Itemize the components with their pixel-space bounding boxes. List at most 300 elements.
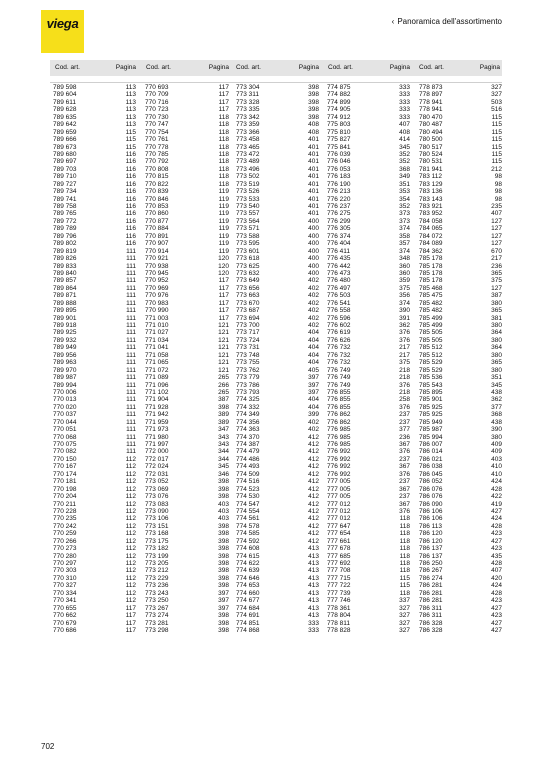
article-code: 785 482 xyxy=(419,299,443,307)
page-ref: 404 xyxy=(308,396,319,404)
page-ref: 374 xyxy=(399,247,410,255)
page-ref: 118 xyxy=(218,113,229,121)
article-code: 770 778 xyxy=(145,143,169,151)
page-ref: 117 xyxy=(218,292,229,300)
page-ref: 112 xyxy=(125,574,136,582)
page-ref: 266 xyxy=(218,381,229,389)
article-code: 774 660 xyxy=(236,589,260,597)
article-code: 789 864 xyxy=(53,284,77,292)
page-ref: 397 xyxy=(218,589,229,597)
page-ref: 237 xyxy=(399,493,410,501)
page-ref: 375 xyxy=(399,284,410,292)
article-code: 774 554 xyxy=(236,507,260,515)
article-code: 771 959 xyxy=(145,418,169,426)
page-ref: 413 xyxy=(308,545,319,553)
page-ref: 360 xyxy=(399,262,410,270)
article-code: 774 912 xyxy=(327,113,351,121)
page-ref: 423 xyxy=(491,530,502,538)
page-ref: 116 xyxy=(125,195,136,203)
page-ref: 115 xyxy=(491,121,502,129)
article-code: 785 543 xyxy=(419,381,443,389)
article-code: 789 666 xyxy=(53,136,77,144)
article-code: 770 662 xyxy=(53,612,77,620)
page-ref: 117 xyxy=(125,626,136,634)
article-code: 778 941 xyxy=(419,98,443,106)
page-ref: 423 xyxy=(491,612,502,620)
page-ref: 351 xyxy=(399,180,410,188)
page-ref: 112 xyxy=(125,463,136,471)
page-ref: 111 xyxy=(126,262,136,270)
page-ref: 119 xyxy=(218,195,229,203)
article-code: 777 685 xyxy=(327,552,351,560)
article-code: 789 673 xyxy=(53,143,77,151)
article-code: 784 058 xyxy=(419,217,443,225)
page-ref: 380 xyxy=(491,299,502,307)
page-ref: 400 xyxy=(308,269,319,277)
page-ref: 121 xyxy=(218,336,229,344)
article-code: 771 973 xyxy=(145,426,169,434)
article-code: 789 758 xyxy=(53,203,77,210)
article-code: 770 969 xyxy=(145,284,169,292)
page-ref: 113 xyxy=(125,98,136,106)
page-ref: 111 xyxy=(126,336,136,344)
article-code: 776 992 xyxy=(327,470,351,478)
page-ref: 428 xyxy=(491,589,502,597)
article-code: 777 692 xyxy=(327,560,351,567)
page-ref: 398 xyxy=(218,485,229,493)
article-code: 786 076 xyxy=(419,485,443,493)
page-ref: 111 xyxy=(126,374,136,382)
page-ref: 119 xyxy=(218,210,229,218)
page-ref: 413 xyxy=(308,589,319,597)
article-code: 789 635 xyxy=(53,113,77,121)
page-ref: 327 xyxy=(491,91,502,99)
page-ref: 111 xyxy=(126,255,136,263)
article-code: 774 370 xyxy=(236,433,260,441)
article-code: 776 275 xyxy=(327,210,351,218)
article-code: 789 970 xyxy=(53,366,77,374)
article-code: 770 198 xyxy=(53,485,77,493)
page-ref: 403 xyxy=(218,507,229,515)
page-ref: 118 xyxy=(218,180,229,188)
page-ref: 113 xyxy=(125,106,136,114)
article-code: 775 841 xyxy=(327,143,351,151)
code-column xyxy=(419,84,443,634)
article-code: 770 167 xyxy=(53,463,77,471)
article-code: 789 826 xyxy=(53,255,77,263)
article-code: 774 349 xyxy=(236,411,260,419)
page-ref: 111 xyxy=(126,418,136,426)
page-ref: 375 xyxy=(399,359,410,367)
article-code: 770 730 xyxy=(145,113,169,121)
page-ref: 407 xyxy=(491,567,502,575)
article-code: 773 076 xyxy=(145,493,169,501)
header-divider xyxy=(50,82,502,83)
article-code: 786 281 xyxy=(419,582,443,590)
article-code: 789 932 xyxy=(53,336,77,344)
article-code: 771 089 xyxy=(145,374,169,382)
page-ref: 401 xyxy=(308,136,319,144)
article-code: 770 884 xyxy=(145,225,169,233)
page-ref: 407 xyxy=(491,210,502,218)
page-ref: 408 xyxy=(308,128,319,136)
article-code: 773 083 xyxy=(145,500,169,508)
page-ref: 117 xyxy=(218,314,229,322)
page-ref: 117 xyxy=(218,84,229,91)
article-code: 770 846 xyxy=(145,195,169,203)
article-code: 786 021 xyxy=(419,455,443,463)
page-ref: 413 xyxy=(308,612,319,620)
page-ref: 402 xyxy=(308,292,319,300)
page-ref: 111 xyxy=(126,403,136,411)
article-code: 784 072 xyxy=(419,232,443,240)
article-code: 778 941 xyxy=(419,106,443,114)
page-ref: 403 xyxy=(491,455,502,463)
page-ref: 113 xyxy=(125,84,136,91)
article-code: 789 888 xyxy=(53,299,77,307)
article-code: 776 046 xyxy=(327,158,351,166)
article-code: 786 076 xyxy=(419,493,443,501)
article-code: 771 010 xyxy=(145,322,169,329)
page-ref: 398 xyxy=(308,91,319,99)
article-code: 774 493 xyxy=(236,463,260,471)
article-code: 773 762 xyxy=(236,366,260,374)
article-code: 785 499 xyxy=(419,322,443,329)
page-ref: 111 xyxy=(126,381,136,389)
article-code: 773 595 xyxy=(236,240,260,248)
article-code: 786 274 xyxy=(419,574,443,582)
page-ref: 360 xyxy=(399,269,410,277)
page-ref: 398 xyxy=(218,522,229,530)
article-code: 771 027 xyxy=(145,329,169,337)
page-ref: 374 xyxy=(399,299,410,307)
article-code: 776 862 xyxy=(327,411,351,419)
page-ref: 116 xyxy=(125,240,136,248)
article-code: 773 663 xyxy=(236,292,260,300)
article-code: 773 557 xyxy=(236,210,260,218)
page-ref: 111 xyxy=(126,351,136,359)
article-code: 786 137 xyxy=(419,545,443,553)
page-ref: 117 xyxy=(125,612,136,620)
article-code: 773 687 xyxy=(236,307,260,315)
page-ref: 400 xyxy=(308,240,319,248)
page-ref: 413 xyxy=(308,560,319,567)
page-ref: 401 xyxy=(308,165,319,173)
page-ref: 119 xyxy=(218,203,229,210)
article-code: 773 670 xyxy=(236,299,260,307)
article-code: 777 005 xyxy=(327,485,351,493)
page-ref: 115 xyxy=(491,113,502,121)
article-code: 778 811 xyxy=(327,619,351,627)
article-code: 789 659 xyxy=(53,128,77,136)
article-code: 774 561 xyxy=(236,515,260,523)
page-ref: 380 xyxy=(491,366,502,374)
page-ref: 111 xyxy=(126,307,136,315)
article-code: 776 220 xyxy=(327,195,351,203)
page-ref: 376 xyxy=(399,336,410,344)
article-code: 776 299 xyxy=(327,217,351,225)
article-code: 770 327 xyxy=(53,582,77,590)
page-ref: 117 xyxy=(218,91,229,99)
page-ref: 116 xyxy=(125,210,136,218)
page-ref: 98 xyxy=(494,188,502,196)
page-ref: 365 xyxy=(491,359,502,367)
page-ref: 404 xyxy=(308,351,319,359)
article-code: 786 120 xyxy=(419,537,443,545)
article-code: 773 366 xyxy=(236,128,260,136)
article-code: 776 619 xyxy=(327,329,351,337)
article-code: 770 266 xyxy=(53,537,77,545)
article-code: 773 281 xyxy=(145,619,169,627)
page-ref: 410 xyxy=(491,470,502,478)
page-ref: 115 xyxy=(491,150,502,158)
page-ref: 412 xyxy=(308,537,319,545)
page-ref: 327 xyxy=(399,604,410,612)
page-ref: 111 xyxy=(126,269,136,277)
page-ref: 333 xyxy=(399,113,410,121)
page-ref: 364 xyxy=(491,329,502,337)
page-ref: 118 xyxy=(218,136,229,144)
page-ref: 367 xyxy=(399,500,410,508)
article-code: 770 020 xyxy=(53,403,77,411)
page-ref: 397 xyxy=(218,597,229,605)
article-code: 778 804 xyxy=(327,612,351,620)
page-ref: 398 xyxy=(218,567,229,575)
page-ref: 237 xyxy=(399,478,410,486)
page-ref: 412 xyxy=(308,515,319,523)
article-code: 771 065 xyxy=(145,359,169,367)
article-code: 789 840 xyxy=(53,269,77,277)
page-ref: 402 xyxy=(308,277,319,285)
page-ref: 438 xyxy=(491,388,502,396)
article-code: 773 335 xyxy=(236,106,260,114)
page-ref: 400 xyxy=(308,225,319,233)
article-code: 774 608 xyxy=(236,545,260,553)
page-ref: 412 xyxy=(308,463,319,471)
article-code: 773 502 xyxy=(236,173,260,181)
page-ref: 412 xyxy=(308,507,319,515)
article-code: 785 475 xyxy=(419,292,443,300)
page-ref: 111 xyxy=(126,322,136,329)
article-code: 785 178 xyxy=(419,262,443,270)
article-code: 773 755 xyxy=(236,359,260,367)
page-ref: 112 xyxy=(125,522,136,530)
article-code: 776 497 xyxy=(327,284,351,292)
article-code: 776 855 xyxy=(327,403,351,411)
article-code: 789 949 xyxy=(53,344,77,352)
page-ref: 402 xyxy=(308,426,319,434)
page-ref: 422 xyxy=(491,493,502,501)
article-code: 770 990 xyxy=(145,307,169,315)
article-code: 789 604 xyxy=(53,91,77,99)
article-code: 778 873 xyxy=(419,84,443,91)
article-code: 770 280 xyxy=(53,552,77,560)
article-code: 770 174 xyxy=(53,470,77,478)
article-code: 776 435 xyxy=(327,255,351,263)
article-code: 784 065 xyxy=(419,225,443,233)
article-code: 781 941 xyxy=(419,165,443,173)
article-code: 778 361 xyxy=(327,604,351,612)
page-ref: 127 xyxy=(491,240,502,248)
page-ref: 400 xyxy=(308,262,319,270)
page-ref: 390 xyxy=(491,426,502,434)
page-ref: 118 xyxy=(218,158,229,166)
article-code: 774 479 xyxy=(236,448,260,456)
page-ref: 111 xyxy=(126,292,136,300)
article-code: 773 731 xyxy=(236,344,260,352)
article-code: 773 496 xyxy=(236,165,260,173)
page-ref: 235 xyxy=(491,203,502,210)
article-code: 770 761 xyxy=(145,136,169,144)
page-ref: 217 xyxy=(399,344,410,352)
page-ref: 402 xyxy=(308,299,319,307)
page-ref: 117 xyxy=(218,106,229,114)
article-code: 774 851 xyxy=(236,619,260,627)
article-code: 774 653 xyxy=(236,582,260,590)
article-code: 773 250 xyxy=(145,597,169,605)
page-ref: 117 xyxy=(218,307,229,315)
article-code: 770 051 xyxy=(53,426,77,434)
article-code: 780 500 xyxy=(419,136,443,144)
page-ref: 423 xyxy=(491,545,502,553)
page-ref: 113 xyxy=(125,121,136,129)
article-code: 773 618 xyxy=(236,255,260,263)
page-ref: 127 xyxy=(491,225,502,233)
article-code: 772 000 xyxy=(145,448,169,456)
page-ref: 408 xyxy=(399,128,410,136)
article-code: 785 536 xyxy=(419,374,443,382)
page-ref: 400 xyxy=(308,217,319,225)
article-code: 789 772 xyxy=(53,217,77,225)
article-code: 773 601 xyxy=(236,247,260,255)
page-ref: 327 xyxy=(399,619,410,627)
page-ref: 403 xyxy=(218,515,229,523)
page-ref: 333 xyxy=(308,619,319,627)
page-ref: 118 xyxy=(399,515,410,523)
page-ref: 503 xyxy=(491,98,502,106)
article-code: 770 273 xyxy=(53,545,77,553)
page-ref: 218 xyxy=(399,366,410,374)
page-ref: 375 xyxy=(491,277,502,285)
article-code: 774 486 xyxy=(236,455,260,463)
page-ref: 424 xyxy=(491,582,502,590)
article-code: 785 512 xyxy=(419,344,443,352)
page-ref: 398 xyxy=(218,582,229,590)
article-code: 786 014 xyxy=(419,448,443,456)
page-ref: 390 xyxy=(399,307,410,315)
article-code: 777 678 xyxy=(327,545,351,553)
page-ref: 237 xyxy=(399,455,410,463)
page-ref: 111 xyxy=(126,344,136,352)
article-code: 786 052 xyxy=(419,478,443,486)
article-code: 776 305 xyxy=(327,225,351,233)
page-ref: 376 xyxy=(399,329,410,337)
page-ref: 111 xyxy=(126,426,136,434)
article-code: 789 741 xyxy=(53,195,77,203)
article-code: 786 113 xyxy=(419,522,443,530)
article-code: 771 041 xyxy=(145,344,169,352)
page-ref: 357 xyxy=(399,240,410,248)
page-ref: 112 xyxy=(125,493,136,501)
page-ref: 118 xyxy=(218,165,229,173)
article-code: 773 489 xyxy=(236,158,260,166)
article-code: 773 175 xyxy=(145,537,169,545)
page-ref: 398 xyxy=(218,552,229,560)
page-ref: 391 xyxy=(399,314,410,322)
page-ref: 380 xyxy=(491,322,502,329)
article-code: 786 250 xyxy=(419,560,443,567)
article-code: 770 860 xyxy=(145,210,169,218)
page-ref: 115 xyxy=(125,136,136,144)
page-ref: 412 xyxy=(308,433,319,441)
table-header-row xyxy=(50,60,502,76)
article-code: 776 626 xyxy=(327,336,351,344)
article-code: 770 297 xyxy=(53,560,77,567)
article-code: 786 045 xyxy=(419,470,443,478)
logo-text: viega xyxy=(46,16,79,31)
page-ref: 413 xyxy=(308,597,319,605)
page-ref: 112 xyxy=(125,537,136,545)
page-ref: 333 xyxy=(399,84,410,91)
page-ref: 118 xyxy=(399,560,410,567)
page-ref: 377 xyxy=(491,403,502,411)
page-ref: 377 xyxy=(399,426,410,434)
viega-logo xyxy=(41,10,84,53)
page-ref: 376 xyxy=(399,403,410,411)
article-code: 773 793 xyxy=(236,388,260,396)
article-code: 770 952 xyxy=(145,277,169,285)
article-code: 770 334 xyxy=(53,589,77,597)
article-code: 771 980 xyxy=(145,433,169,441)
page-ref: 401 xyxy=(308,173,319,181)
page-ref: 362 xyxy=(491,396,502,404)
page-ref: 327 xyxy=(399,612,410,620)
page-column xyxy=(106,84,136,634)
page-ref: 405 xyxy=(308,366,319,374)
page-ref: 113 xyxy=(125,113,136,121)
article-code: 773 632 xyxy=(236,269,260,277)
article-code: 774 530 xyxy=(236,493,260,501)
page-ref: 428 xyxy=(491,522,502,530)
page-ref: 121 xyxy=(218,359,229,367)
page-ref: 364 xyxy=(491,344,502,352)
page-ref: 362 xyxy=(399,322,410,329)
page-ref: 347 xyxy=(218,426,229,434)
page-ref: 404 xyxy=(308,344,319,352)
article-code: 789 765 xyxy=(53,210,77,218)
page-ref: 118 xyxy=(399,545,410,553)
article-code: 783 921 xyxy=(419,203,443,210)
article-code: 771 997 xyxy=(145,441,169,448)
page-ref: 398 xyxy=(218,537,229,545)
page-ref: 119 xyxy=(218,188,229,196)
article-code: 773 342 xyxy=(236,113,260,121)
page-ref: 428 xyxy=(491,560,502,567)
article-code: 776 404 xyxy=(327,240,351,248)
article-code: 789 857 xyxy=(53,277,77,285)
page-ref: 413 xyxy=(308,582,319,590)
article-code: 773 311 xyxy=(236,91,260,99)
article-code: 786 038 xyxy=(419,463,443,471)
page-ref: 402 xyxy=(308,418,319,426)
header-cod-art: Cod. art. xyxy=(55,64,80,71)
article-code: 773 182 xyxy=(145,545,169,553)
page-ref: 414 xyxy=(399,136,410,144)
page-ref: 401 xyxy=(308,188,319,196)
article-code: 786 120 xyxy=(419,530,443,538)
page-ref: 112 xyxy=(125,478,136,486)
page-ref: 397 xyxy=(308,381,319,389)
